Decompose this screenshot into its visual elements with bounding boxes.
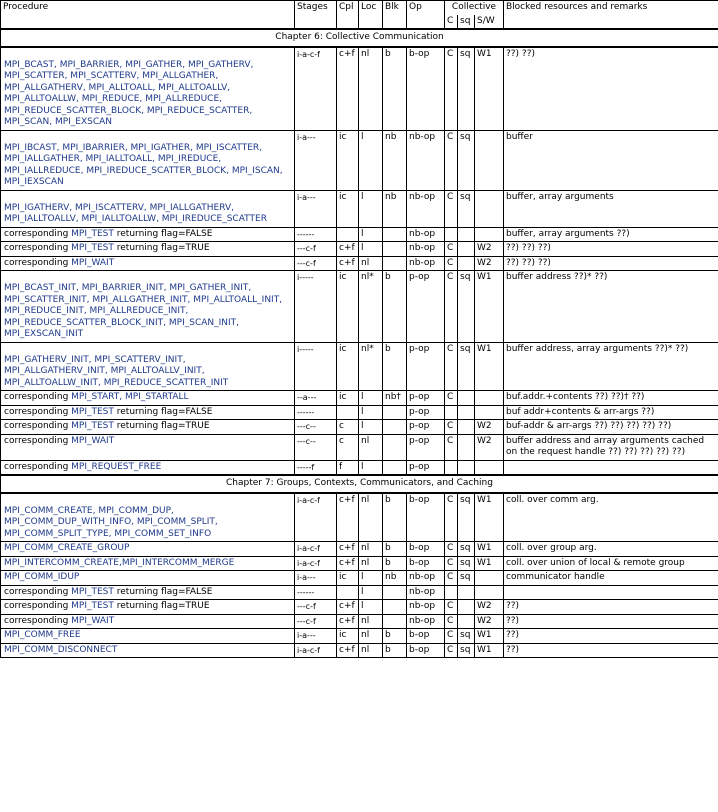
- rem-cell: ??): [504, 629, 718, 644]
- cpl-cell: c: [337, 420, 359, 435]
- blk-cell: [383, 434, 407, 460]
- procedure-cell: [1, 460, 295, 475]
- c-cell: C: [445, 47, 458, 131]
- procedure-name: MPI_COMM_CREATE_GROUP: [4, 543, 130, 553]
- c-cell: C: [445, 434, 458, 460]
- stages-cell: i-a-c-f: [295, 493, 337, 542]
- blk-cell: b: [383, 556, 407, 571]
- blk-cell: b: [383, 542, 407, 557]
- sq-cell: sq: [458, 493, 475, 542]
- op-cell: nb-op: [407, 585, 445, 600]
- procedure-cell: [1, 405, 295, 420]
- sw-cell: [475, 227, 504, 242]
- rem-cell: buffer address ??)* ??): [504, 271, 718, 343]
- procedure-name: MPI_BCAST, MPI_BARRIER, MPI_GATHER, MPI_GATHERV, MPI_SCATTER, MPI_SCATTERV, MPI_ALLGATHER, MPI_ALLGATHERV, MPI_ALLTOALL, MPI_ALLTOALLV, MPI_ALLTOALLW, MPI_REDUCE, MPI_ALLREDUCE, MPI_REDUCE_SCATTER_BLOCK, MPI_REDUCE_SCATTER, MPI_SCAN, MPI_EXSCAN: [4, 59, 254, 127]
- stages-cell: ------: [295, 227, 337, 242]
- sq-cell: sq: [458, 571, 475, 586]
- loc-cell: l: [359, 242, 383, 257]
- sq-cell: sq: [458, 629, 475, 644]
- procedure-name: MPI_TEST: [71, 406, 114, 417]
- procedure-cell: [1, 256, 295, 271]
- procedure-cell: [1, 227, 295, 242]
- table-row: [1, 556, 718, 571]
- op-cell: p-op: [407, 271, 445, 343]
- rem-cell: buffer address and array arguments cached on the request handle ??) ??) ??) ??) ??): [504, 434, 718, 460]
- stages-cell: i-a-c-f: [295, 542, 337, 557]
- rem-cell: buf addr+contents & arr-args ??): [504, 405, 718, 420]
- rem-cell: buffer: [504, 130, 718, 190]
- sq-cell: [458, 420, 475, 435]
- loc-cell: nl: [359, 629, 383, 644]
- header-c: C: [445, 15, 458, 30]
- cpl-cell: c+f: [337, 542, 359, 557]
- table-row: [1, 405, 718, 420]
- table-row: [1, 47, 718, 131]
- sw-cell: W1: [475, 271, 504, 343]
- stages-cell: i-a---: [295, 130, 337, 190]
- sq-cell: sq: [458, 271, 475, 343]
- sw-cell: [475, 391, 504, 406]
- header-row: [1, 1, 718, 15]
- procedure-name: MPI_WAIT: [71, 435, 115, 446]
- sq-cell: [458, 391, 475, 406]
- c-cell: C: [445, 614, 458, 629]
- sw-cell: W2: [475, 600, 504, 615]
- stages-cell: ------: [295, 405, 337, 420]
- sw-cell: W2: [475, 256, 504, 271]
- procedure-name: MPI_IBCAST, MPI_IBARRIER, MPI_IGATHER, MPI_ISCATTER, MPI_IALLGATHER, MPI_IALLTOALL, MPI_IREDUCE, MPI_IALLREDUCE, MPI_IREDUCE_SCATTER_BLOCK, MPI_ISCAN, MPI_IEXSCAN: [4, 142, 283, 187]
- rem-cell: [504, 460, 718, 475]
- procedure-prefix: corresponding: [4, 615, 72, 626]
- sq-cell: [458, 405, 475, 420]
- c-cell: C: [445, 391, 458, 406]
- c-cell: C: [445, 600, 458, 615]
- op-cell: p-op: [407, 391, 445, 406]
- loc-cell: l: [359, 405, 383, 420]
- c-cell: [445, 405, 458, 420]
- procedure-prefix: corresponding: [4, 228, 72, 239]
- c-cell: C: [445, 242, 458, 257]
- sw-cell: [475, 460, 504, 475]
- cpl-cell: ic: [337, 391, 359, 406]
- chapter-6-rows: [1, 47, 718, 476]
- table-row: [1, 227, 718, 242]
- procedure-cell: [1, 643, 295, 658]
- procedure-name: MPI_COMM_DISCONNECT: [4, 644, 118, 655]
- loc-cell: nl: [359, 434, 383, 460]
- header-procedure: Procedure: [1, 1, 295, 30]
- stages-cell: i-----: [295, 342, 337, 391]
- table-row: [1, 271, 718, 343]
- rem-cell: buffer address, array arguments ??)* ??): [504, 342, 718, 391]
- sw-cell: W1: [475, 493, 504, 542]
- sw-cell: W1: [475, 629, 504, 644]
- c-cell: C: [445, 190, 458, 227]
- blk-cell: b: [383, 629, 407, 644]
- c-cell: C: [445, 542, 458, 557]
- sw-cell: W2: [475, 434, 504, 460]
- cpl-cell: ic: [337, 571, 359, 586]
- rem-cell: ??): [504, 600, 718, 615]
- procedure-cell: [1, 342, 295, 391]
- sw-cell: W1: [475, 47, 504, 131]
- c-cell: C: [445, 256, 458, 271]
- table-row: [1, 391, 718, 406]
- sq-cell: [458, 227, 475, 242]
- rem-cell: coll. over comm arg.: [504, 493, 718, 542]
- procedure-name: MPI_INTERCOMM_CREATE,MPI_INTERCOMM_MERGE: [4, 557, 235, 568]
- procedure-name: MPI_COMM_FREE: [4, 630, 81, 640]
- op-cell: nb-op: [407, 614, 445, 629]
- chapter-6-row: [1, 29, 718, 47]
- c-cell: C: [445, 420, 458, 435]
- loc-cell: l: [359, 420, 383, 435]
- stages-cell: -----f: [295, 460, 337, 475]
- op-cell: p-op: [407, 405, 445, 420]
- sq-cell: sq: [458, 130, 475, 190]
- sw-cell: [475, 405, 504, 420]
- procedure-prefix: corresponding: [4, 243, 72, 253]
- procedure-prefix: corresponding: [4, 601, 72, 611]
- sq-cell: [458, 434, 475, 460]
- stages-cell: i-----: [295, 271, 337, 343]
- cpl-cell: c+f: [337, 47, 359, 131]
- c-cell: C: [445, 571, 458, 586]
- procedure-name: MPI_COMM_IDUP: [4, 572, 80, 582]
- stages-cell: i-a---: [295, 629, 337, 644]
- loc-cell: l: [359, 391, 383, 406]
- rem-cell: ??) ??) ??): [504, 242, 718, 257]
- table-row: [1, 242, 718, 257]
- sw-cell: [475, 585, 504, 600]
- blk-cell: b: [383, 493, 407, 542]
- sq-cell: [458, 460, 475, 475]
- sw-cell: W1: [475, 556, 504, 571]
- procedure-name: MPI_GATHERV_INIT, MPI_SCATTERV_INIT, MPI_ALLGATHERV_INIT, MPI_ALLTOALLV_INIT, MPI_ALLTOALLW_INIT, MPI_REDUCE_SCATTER_INIT: [4, 354, 229, 388]
- blk-cell: b: [383, 643, 407, 658]
- loc-cell: l: [359, 585, 383, 600]
- blk-cell: [383, 242, 407, 257]
- procedure-suffix: returning flag=FALSE: [113, 228, 213, 239]
- table-row: [1, 614, 718, 629]
- table-row: [1, 542, 718, 557]
- procedure-name: MPI_TEST: [71, 228, 114, 239]
- procedure-name: MPI_TEST: [71, 243, 114, 253]
- procedure-name: MPI_START, MPI_STARTALL: [71, 392, 189, 402]
- loc-cell: nl: [359, 614, 383, 629]
- loc-cell: l: [359, 571, 383, 586]
- op-cell: b-op: [407, 47, 445, 131]
- procedure-cell: [1, 614, 295, 629]
- blk-cell: b: [383, 271, 407, 343]
- blk-cell: [383, 460, 407, 475]
- procedure-name: MPI_WAIT: [71, 615, 115, 626]
- op-cell: nb-op: [407, 600, 445, 615]
- rem-cell: buf.addr.+contents ??) ??)† ??): [504, 391, 718, 406]
- op-cell: b-op: [407, 629, 445, 644]
- header-stages: Stages: [295, 1, 337, 30]
- procedure-suffix: returning flag=FALSE: [113, 406, 213, 417]
- loc-cell: nl*: [359, 271, 383, 343]
- sq-cell: [458, 242, 475, 257]
- blk-cell: [383, 585, 407, 600]
- table-row: [1, 460, 718, 475]
- blk-cell: [383, 227, 407, 242]
- procedure-cell: [1, 190, 295, 227]
- loc-cell: nl: [359, 542, 383, 557]
- op-cell: b-op: [407, 542, 445, 557]
- c-cell: C: [445, 643, 458, 658]
- cpl-cell: c+f: [337, 643, 359, 658]
- procedure-cell: [1, 585, 295, 600]
- sq-cell: sq: [458, 47, 475, 131]
- header-cpl: Cpl: [337, 1, 359, 30]
- procedure-name: MPI_TEST: [71, 421, 114, 431]
- stages-cell: i-a-c-f: [295, 556, 337, 571]
- procedure-cell: [1, 130, 295, 190]
- sq-cell: [458, 256, 475, 271]
- procedure-cell: [1, 420, 295, 435]
- procedure-cell: [1, 600, 295, 615]
- stages-cell: i-a-c-f: [295, 643, 337, 658]
- cpl-cell: c+f: [337, 600, 359, 615]
- stages-cell: ---c-f: [295, 600, 337, 615]
- blk-cell: nb†: [383, 391, 407, 406]
- blk-cell: b: [383, 47, 407, 131]
- cpl-cell: ic: [337, 629, 359, 644]
- stages-cell: ---c-f: [295, 242, 337, 257]
- op-cell: p-op: [407, 420, 445, 435]
- op-cell: p-op: [407, 434, 445, 460]
- stages-cell: i-a---: [295, 190, 337, 227]
- c-cell: C: [445, 130, 458, 190]
- c-cell: C: [445, 493, 458, 542]
- procedure-name: MPI_REQUEST_FREE: [71, 461, 162, 472]
- rem-cell: ??) ??) ??): [504, 256, 718, 271]
- sq-cell: [458, 600, 475, 615]
- header-loc: Loc: [359, 1, 383, 30]
- procedure-cell: [1, 434, 295, 460]
- c-cell: [445, 227, 458, 242]
- op-cell: nb-op: [407, 130, 445, 190]
- rem-cell: coll. over group arg.: [504, 542, 718, 557]
- sw-cell: W2: [475, 420, 504, 435]
- op-cell: b-op: [407, 556, 445, 571]
- op-cell: p-op: [407, 460, 445, 475]
- header-collective: Collective: [445, 1, 504, 15]
- procedure-cell: [1, 556, 295, 571]
- rem-cell: ??): [504, 614, 718, 629]
- loc-cell: nl: [359, 493, 383, 542]
- stages-cell: i-a-c-f: [295, 47, 337, 131]
- procedure-suffix: returning flag=FALSE: [113, 586, 213, 597]
- procedure-name: MPI_TEST: [71, 586, 114, 597]
- procedure-name: MPI_COMM_CREATE, MPI_COMM_DUP, MPI_COMM_DUP_WITH_INFO, MPI_COMM_SPLIT, MPI_COMM_SPLIT_TYPE, MPI_COMM_SET_INFO: [4, 505, 218, 539]
- rem-cell: buf-addr & arr-args ??) ??) ??) ??) ??): [504, 420, 718, 435]
- table-row: [1, 585, 718, 600]
- cpl-cell: c+f: [337, 556, 359, 571]
- cpl-cell: [337, 585, 359, 600]
- rem-cell: buffer, array arguments ??): [504, 227, 718, 242]
- header-blocked: Blocked resources and remarks: [504, 1, 718, 30]
- sw-cell: W1: [475, 342, 504, 391]
- blk-cell: [383, 405, 407, 420]
- sw-cell: [475, 190, 504, 227]
- rem-cell: coll. over union of local & remote group: [504, 556, 718, 571]
- stages-cell: ---c-f: [295, 256, 337, 271]
- table-row: [1, 190, 718, 227]
- cpl-cell: [337, 227, 359, 242]
- cpl-cell: c+f: [337, 493, 359, 542]
- loc-cell: l: [359, 600, 383, 615]
- blk-cell: b: [383, 342, 407, 391]
- loc-cell: nl: [359, 556, 383, 571]
- chapter-6-title: Chapter 6: Collective Communication: [1, 29, 718, 47]
- loc-cell: l: [359, 460, 383, 475]
- table-row: [1, 493, 718, 542]
- op-cell: nb-op: [407, 190, 445, 227]
- blk-cell: [383, 600, 407, 615]
- header-op: Op: [407, 1, 445, 30]
- procedure-name: MPI_TEST: [71, 601, 114, 611]
- table-row: [1, 629, 718, 644]
- procedure-name: MPI_IGATHERV, MPI_ISCATTERV, MPI_IALLGATHERV, MPI_IALLTOALLV, MPI_IALLTOALLW, MPI_IREDUCE_SCATTER: [4, 202, 267, 224]
- rem-cell: buffer, array arguments: [504, 190, 718, 227]
- cpl-cell: c+f: [337, 242, 359, 257]
- stages-cell: i-a---: [295, 571, 337, 586]
- stages-cell: ------: [295, 585, 337, 600]
- sq-cell: sq: [458, 643, 475, 658]
- op-cell: p-op: [407, 342, 445, 391]
- procedure-prefix: corresponding: [4, 586, 72, 597]
- cpl-cell: ic: [337, 130, 359, 190]
- blk-cell: [383, 256, 407, 271]
- cpl-cell: [337, 405, 359, 420]
- sw-cell: W1: [475, 643, 504, 658]
- c-cell: C: [445, 556, 458, 571]
- rem-cell: communicator handle: [504, 571, 718, 586]
- c-cell: [445, 585, 458, 600]
- procedure-suffix: returning flag=TRUE: [113, 601, 210, 611]
- table-row: [1, 643, 718, 658]
- header-sq: sq: [458, 15, 475, 30]
- op-cell: nb-op: [407, 242, 445, 257]
- loc-cell: nl: [359, 643, 383, 658]
- sq-cell: [458, 585, 475, 600]
- procedure-cell: [1, 542, 295, 557]
- procedure-name: MPI_WAIT: [71, 257, 115, 268]
- procedure-suffix: returning flag=TRUE: [113, 421, 210, 431]
- op-cell: nb-op: [407, 256, 445, 271]
- blk-cell: nb: [383, 190, 407, 227]
- sw-cell: [475, 571, 504, 586]
- procedure-cell: [1, 571, 295, 586]
- c-cell: [445, 460, 458, 475]
- procedure-cell: [1, 47, 295, 131]
- blk-cell: nb: [383, 130, 407, 190]
- table-row: [1, 130, 718, 190]
- sq-cell: sq: [458, 342, 475, 391]
- sq-cell: sq: [458, 542, 475, 557]
- chapter-7-rows: [1, 493, 718, 658]
- procedure-suffix: returning flag=TRUE: [113, 243, 210, 253]
- procedure-prefix: corresponding: [4, 421, 72, 431]
- table-row: [1, 342, 718, 391]
- c-cell: C: [445, 629, 458, 644]
- stages-cell: ---c--: [295, 420, 337, 435]
- c-cell: C: [445, 342, 458, 391]
- op-cell: b-op: [407, 493, 445, 542]
- cpl-cell: c: [337, 434, 359, 460]
- rem-cell: [504, 585, 718, 600]
- sq-cell: sq: [458, 556, 475, 571]
- loc-cell: l: [359, 227, 383, 242]
- rem-cell: ??): [504, 643, 718, 658]
- c-cell: C: [445, 271, 458, 343]
- sw-cell: [475, 130, 504, 190]
- table-row: [1, 256, 718, 271]
- procedure-prefix: corresponding: [4, 435, 72, 446]
- blk-cell: [383, 420, 407, 435]
- sw-cell: W2: [475, 614, 504, 629]
- cpl-cell: ic: [337, 190, 359, 227]
- table-row: [1, 420, 718, 435]
- sq-cell: [458, 614, 475, 629]
- chapter-7-title: Chapter 7: Groups, Contexts, Communicators, and Caching: [1, 475, 718, 493]
- loc-cell: l: [359, 190, 383, 227]
- rem-cell: ??) ??): [504, 47, 718, 131]
- cpl-cell: c+f: [337, 614, 359, 629]
- procedure-cell: [1, 271, 295, 343]
- procedure-prefix: corresponding: [4, 406, 72, 417]
- header-sw: S/W: [475, 15, 504, 30]
- table-row: [1, 571, 718, 586]
- sw-cell: W1: [475, 542, 504, 557]
- table-row: [1, 434, 718, 460]
- cpl-cell: c+f: [337, 256, 359, 271]
- chapter-7-row: [1, 475, 718, 493]
- blk-cell: nb: [383, 571, 407, 586]
- cpl-cell: f: [337, 460, 359, 475]
- op-cell: nb-op: [407, 571, 445, 586]
- loc-cell: nl: [359, 47, 383, 131]
- procedure-cell: [1, 391, 295, 406]
- stages-cell: ---c--: [295, 434, 337, 460]
- procedure-name: MPI_BCAST_INIT, MPI_BARRIER_INIT, MPI_GATHER_INIT, MPI_SCATTER_INIT, MPI_ALLGATHER_INIT, MPI_ALLTOALL_INIT, MPI_REDUCE_INIT, MPI_ALLREDUCE_INIT, MPI_REDUCE_SCATTER_BLOCK_INIT, MPI_SCAN_INIT, MPI_EXSCAN_INIT: [4, 283, 283, 339]
- procedure-prefix: corresponding: [4, 461, 72, 472]
- procedure-cell: [1, 629, 295, 644]
- stages-cell: --a---: [295, 391, 337, 406]
- loc-cell: nl: [359, 256, 383, 271]
- table-row: [1, 600, 718, 615]
- procedure-cell: [1, 493, 295, 542]
- procedure-prefix: corresponding: [4, 257, 72, 268]
- procedure-cell: [1, 242, 295, 257]
- loc-cell: l: [359, 130, 383, 190]
- cpl-cell: ic: [337, 271, 359, 343]
- op-cell: nb-op: [407, 227, 445, 242]
- loc-cell: nl*: [359, 342, 383, 391]
- stages-cell: ---c-f: [295, 614, 337, 629]
- sw-cell: W2: [475, 242, 504, 257]
- blk-cell: [383, 614, 407, 629]
- cpl-cell: ic: [337, 342, 359, 391]
- op-cell: b-op: [407, 643, 445, 658]
- sq-cell: sq: [458, 190, 475, 227]
- header-blk: Blk: [383, 1, 407, 30]
- procedure-prefix: corresponding: [4, 392, 72, 402]
